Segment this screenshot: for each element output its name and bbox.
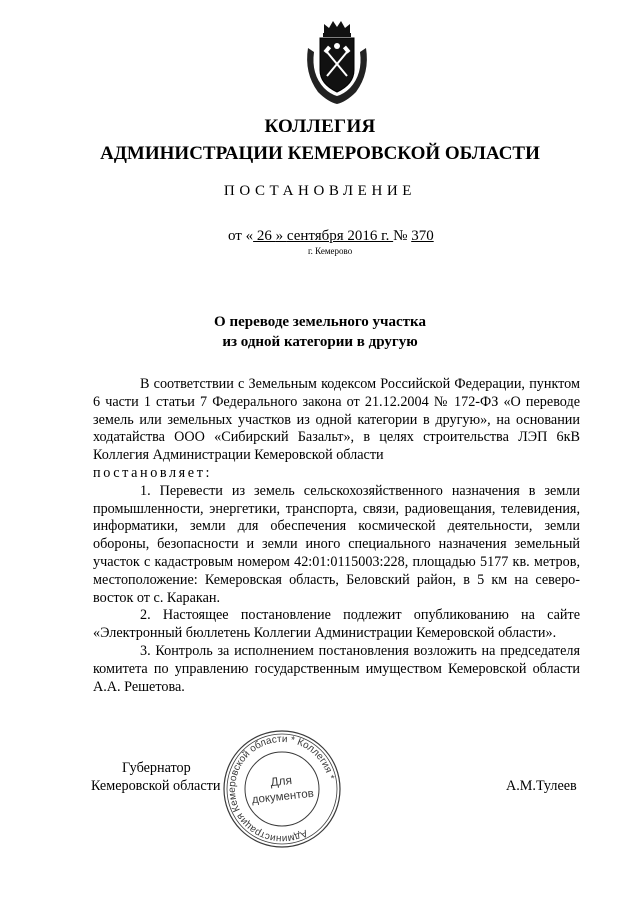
signatory-title: Губернатор: [122, 760, 191, 776]
subject-line-2: из одной категории в другую: [222, 334, 418, 350]
document-body: [93, 376, 580, 696]
item-3-paragraph: 3. Контроль за исполнением постановления возложить на председателя комитета по управлению государственным имуществом Кемеровской области А.А. Решетова.: [93, 642, 580, 695]
item-1-paragraph: 1. Перевести из земель сельскохозяйственного назначения в земли промышленности, энергетики, транспорта, связи, радиовещания, телевидения, информатики, земли для обеспечения космической деятельности, земли обороны, безопасности и земли иного специального назначения земельный участок с кадастровым номером 42:01:0115003:228, площадью 5177 кв. метров, местоположение: Кемеровская область, Беловский район, в 5 км на северо-восток от с. Каракан.: [93, 482, 580, 606]
subject-line-1: О переводе земельного участка: [214, 314, 426, 330]
signatory-name: А.М.Тулеев: [506, 778, 577, 794]
date-line: [228, 228, 434, 245]
date-prefix: от «: [228, 228, 254, 244]
preamble-paragraph: В соответствии с Земельным кодексом Российской Федерации, пунктом 6 части 1 статьи 7 Федерального закона от 21.12.2004 № 172-ФЗ «О переводе земель или земельных участков из одной категории в другую», на основании ходатайства ООО «Сибирский Базальт», в целях строительства ЛЭП 6кВ Коллегия Администрации Кемеровской области: [93, 376, 580, 464]
signatory-org: Кемеровской области: [91, 778, 221, 794]
document-number: 370: [411, 228, 434, 244]
document-subject: [0, 312, 640, 352]
svg-text:документов: документов: [251, 787, 315, 807]
college-title: КОЛЛЕГИЯ: [264, 116, 376, 137]
official-stamp: [220, 727, 344, 851]
number-sign: №: [393, 228, 412, 244]
administration-title: АДМИНИСТРАЦИИ КЕМЕРОВСКОЙ ОБЛАСТИ: [100, 143, 540, 164]
city-label: г. Кемерово: [308, 246, 353, 256]
svg-text:Администрация Кемеровской обла: Администрация Кемеровской области * Коллегия *: [226, 733, 336, 845]
svg-text:Для: Для: [269, 772, 293, 790]
coat-of-arms-emblem: [300, 18, 374, 106]
date-month-year: сентября 2016 г.: [286, 228, 394, 244]
item-2-paragraph: 2. Настоящее постановление подлежит опубликованию на сайте «Электронный бюллетень Коллегии Администрации Кемеровской области».: [93, 607, 580, 642]
document-type: ПОСТАНОВЛЕНИЕ: [223, 183, 417, 199]
resolves-word: постановляет:: [93, 464, 213, 481]
date-middle: »: [275, 228, 287, 244]
date-day: 26: [253, 228, 276, 244]
